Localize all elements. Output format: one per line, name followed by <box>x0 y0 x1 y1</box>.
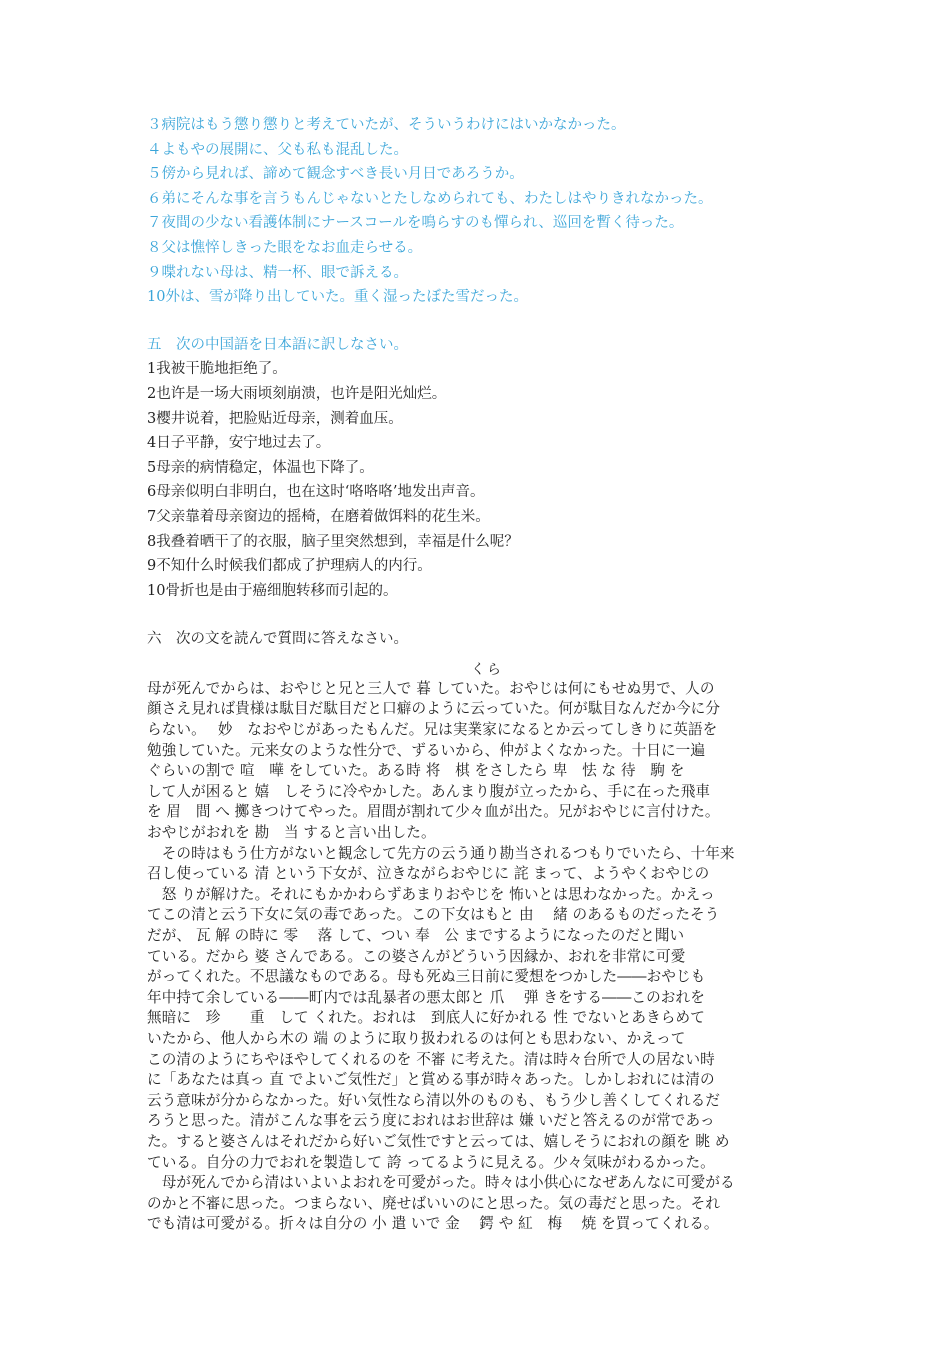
ruby-annotation: くら <box>471 661 503 678</box>
answer-line: ９喋れない母は、精一杯、眼で訴える。 <box>147 264 408 281</box>
question-item: 9不知什么时候我们都成了护理病人的内行。 <box>147 558 432 575</box>
question-item: 8我叠着晒干了的衣服，脑子里突然想到，幸福是什么呢？ <box>147 533 519 550</box>
question-item: 6母亲似明白非明白，也在这时‘咯咯咯’地发出声音。 <box>147 484 485 501</box>
passage-line: でも清は可愛がる。折々は自分の 小 遣 いで 金 鍔 や 紅 梅 焼 を買ってくれる。 <box>147 1215 719 1233</box>
question-item: 7父亲靠着母亲窗边的摇椅，在磨着做饵料的花生米。 <box>147 508 490 525</box>
passage-line: 怒 りが解けた。それにもかかわらずあまりおやじを 怖いとは思わなかった。かえっ <box>147 885 715 903</box>
passage-line: ぐらいの割で 喧 嘩 をしていた。ある時 将 棋 をさしたら 卑 怯 な 待 駒 を <box>147 762 685 780</box>
answer-line: ６弟にそんな事を言うもんじゃないとたしなめられても、わたしはやりきれなかった。 <box>147 190 713 207</box>
passage-line: 無暗に 珍 重 して くれた。おれは 到底人に好かれる 性 でないとあきらめて <box>147 1009 705 1027</box>
passage-line: 母が死んでから清はいよいよおれを可愛がった。時々は小供心になぜあんなに可愛がる <box>147 1174 735 1192</box>
passage-line: のかと不審に思った。つまらない、廃せばいいのにと思った。気の毒だと思った。それ <box>147 1194 721 1212</box>
passage-line: を 眉 間 へ 擲きつけてやった。眉間が割れて少々血が出た。兄がおやじに言付けた。 <box>147 803 720 821</box>
passage-line: 勉強していた。元来女のような性分で、ずるいから、仲がよくなかった。十日に一遍 <box>147 741 706 759</box>
passage-line: この清のようにちやほやしてくれるのを 不審 に考えた。清は時々台所で人の居ない時 <box>147 1050 715 1068</box>
passage-line: 年中持て余している――町内では乱暴者の悪太郎と 爪 弾 きをする――このおれを <box>147 988 705 1006</box>
question-item: 3樱井说着，把脸贴近母亲，测着血压。 <box>147 410 403 427</box>
passage-line: 云う意味が分からなかった。好い気性なら清以外のものも、もう少し善くしてくれるだ <box>147 1091 721 1109</box>
passage-line: 召し使っている 清 という下女が、泣きながらおやじに 詫 まって、ようやくおやじの <box>147 865 710 883</box>
section-6-title: 六 次の文を読んで質問に答えなさい。 <box>147 631 408 648</box>
answer-line: ３病院はもう懲り懲りと考えていたが、そういうわけにはいかなかった。 <box>147 117 626 133</box>
passage-line: して人が困ると 嬉 しそうに冷やかした。あんまり腹が立ったから、手に在った飛車 <box>147 782 711 800</box>
passage-line: らない。 妙 なおやじがあったもんだ。兄は実業家になるとか云ってしきりに英語を <box>147 721 718 739</box>
translated-answers <box>147 113 817 310</box>
reading-passage <box>147 662 817 1235</box>
passage-line: ろうと思った。清がこんな事を云う度におれはお世辞は 嫌 いだと答えるのが常であっ <box>147 1112 715 1130</box>
question-item: 1我被干脆地拒绝了。 <box>147 361 287 378</box>
question-item: 4日子平静，安宁地过去了。 <box>147 435 331 452</box>
answer-line: 10外は、雪が降り出していた。重く湿ったぼた雪だった。 <box>147 289 528 306</box>
section-5-items <box>147 357 817 603</box>
question-item: 10骨折也是由于癌细胞转移而引起的。 <box>147 582 398 599</box>
document-page <box>147 113 817 1235</box>
answer-line: ４よもやの展開に、父も私も混乱した。 <box>147 141 408 158</box>
answer-line: ５傍から見れば、諦めて観念すべき長い月日であろうか。 <box>147 166 524 183</box>
passage-line: だが、 瓦 解 の時に 零 落 して、つい 奉 公 までするようになったのだと聞い <box>147 927 685 944</box>
passage-line: ている。自分の力でおれを製造して 誇 ってるように見える。少々気味がわるかった。 <box>147 1153 715 1171</box>
section-5-title: 五 次の中国語を日本語に訳しなさい。 <box>147 336 408 353</box>
passage-line: その時はもう仕方がないと観念して先方の云う通り勘当されるつもりでいたら、十年来 <box>147 844 735 862</box>
passage-line: た。すると婆さんはそれだから好いご気性ですと云っては、嬉しそうにおれの顔を 眺 め <box>147 1132 730 1150</box>
question-item: 5母亲的病情稳定，体温也下降了。 <box>147 459 374 476</box>
answer-line: ７夜間の少ない看護体制にナースコールを鳴らすのも憚られ、巡回を暫く待った。 <box>147 215 684 232</box>
passage-line: てこの清と云う下女に気の毒であった。この下女はもと 由 緒 のあるものだったそう <box>147 906 720 924</box>
answer-line: ８父は憔悴しきった眼をなお血走らせる。 <box>147 239 423 256</box>
passage-line: ている。だから 婆 さんである。この婆さんがどういう因縁か、おれを非常に可愛 <box>147 947 686 965</box>
passage-line: がってくれた。不思議なものである。母も死ぬ三日前に愛想をつかした――おやじも <box>147 968 706 986</box>
passage-line: 母が死んでからは、おやじと兄と三人で 暮 していた。おやじは何にもせぬ男で、人の <box>147 679 715 697</box>
passage-line: おやじがおれを 勘 当 すると言い出した。 <box>147 824 436 842</box>
passage-line: 顔さえ見れば貴様は駄目だ駄目だと口癖のように云っていた。何が駄目なんだか今に分 <box>147 700 721 718</box>
question-item: 2也许是一场大雨顷刻崩溃，也许是阳光灿烂。 <box>147 385 447 402</box>
passage-line: いたから、他人から木の 端 のように取り扱われるのは何とも思わない、かえって <box>147 1029 686 1047</box>
passage-line: に「あなたは真っ 直 でよいご気性だ」と賞める事が時々あった。しかしおれには清の <box>147 1071 715 1089</box>
